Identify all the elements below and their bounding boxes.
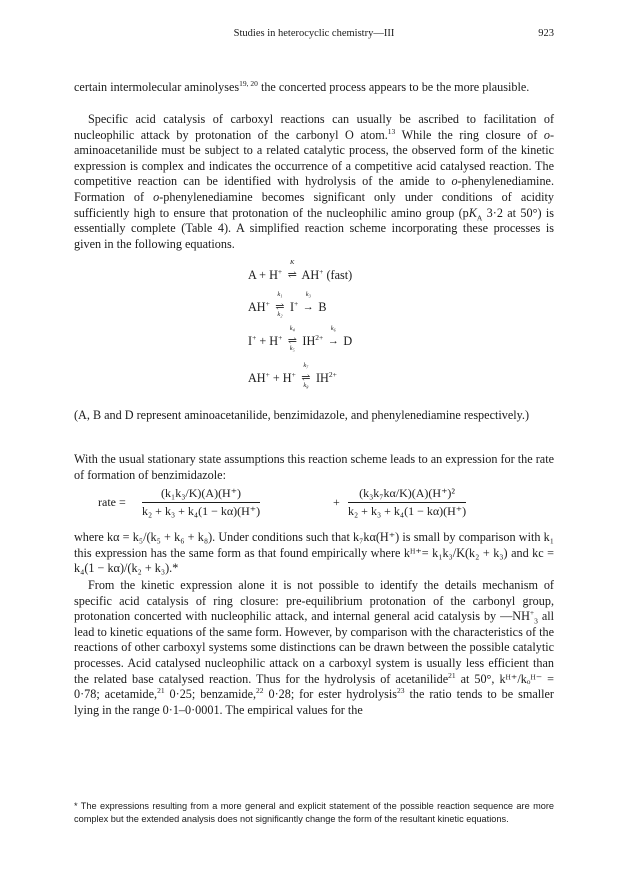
equation-3: I+ + H+ k₄ ⇌ k₅ $IH^{2+}$ k₆ → D <box>248 325 353 352</box>
page-header <box>74 28 554 44</box>
paragraph-5: where kα = k₅/(k₅ + k₆ + k₈). Under conditions such that k₇kα(H⁺) is small by comparison with k₁ this expression has the same form as that found empirically where kᴴ⁺= k₁k₃/K(k₂ + k₃) and kc = k₄(1 − kα)/(k₂ + k₃).* <box>74 530 554 576</box>
footnote: * The expressions resulting from a more general and explicit statement of the possible reaction sequence are more complex but the extended analysis does not significantly change the form of the resultant kinetic equations. <box>74 801 554 824</box>
page-number: 923 <box>538 28 554 39</box>
rate-term-1-denominator: k₂ + k₃ + k₄(1 − kα)(H⁺) <box>142 504 261 518</box>
running-title: Studies in heterocyclic chemistry—III <box>233 28 395 39</box>
equation-2: AH+ k₁ ⇌ k₂ I+ k₃ → B <box>248 291 327 318</box>
paragraph-2: Specific acid catalysis of carboxyl reactions can usually be ascribed to facilitation of nucleophilic attack by protonation of the carbonyl O atom.$^{13}$ While the ring closure of o-aminoacetanilide must be subject to a related catalytic process, the observed form of the kinetic expression is complex and indicates the occurrence of a competitive acid catalysed reaction. The competitive reaction can be identified with hydrolysis of the amide to o-phenylenediamine. Formation of o-phenylenediamine becomes significant only under conditions of acidity sufficiently high to ensure that protonation of the nucleophilic amino group ($pK_A$ 3·2 at 50°) is essentially complete (Table 4). A simplified reaction scheme incorporating these processes is given in the following equations. <box>74 112 555 251</box>
equation-1: A + H+ K ⇌ AH+ (fast) <box>248 259 353 282</box>
rate-term-2-denominator: k₂ + k₃ + k₄(1 − kα)(H⁺) <box>348 504 467 518</box>
rate-label: rate = <box>98 495 126 509</box>
paragraph-3: (A, B and D represent aminoacetanilide, benzimidazole, and phenylenediamine respectively.) <box>74 408 530 422</box>
rate-term-1 <box>142 486 260 519</box>
rate-term-2-numerator: (k₃k₇kα/K)(A)(H⁺)² <box>348 486 466 503</box>
rate-plus: + <box>333 495 340 509</box>
paragraph-4: With the usual stationary state assumptions this reaction scheme leads to an expression for the rate of formation of benzimidazole: <box>74 452 554 482</box>
paragraph-1: certain intermolecular aminolyses$^{19, 20}$ the concerted process appears to be the more plausible. <box>74 78 530 94</box>
rate-equation <box>98 486 558 522</box>
equation-4: AH+ + H+ k₇ ⇌ k₈ $IH^{2+}$ <box>248 362 337 389</box>
paragraph-6: From the kinetic expression alone it is not possible to identify the details mechanism of specific acid catalysis of ring closure: pre-equilibrium protonation of the carbonyl group, protonation concerted with nucleophilic attack, and internal general acid catalysis by $—NH^+_3$ all lead to kinetic equations of the same form. However, by comparison with the characteristics of the reactions of other carboxyl systems some distinctions can be drawn between the possible catalytic processes. Acid catalysed nucleophilic attack on a carboxyl system is usually less efficient than the related base catalysed reaction. Thus for the hydrolysis of acetanilide$^{21}$ at 50°, kᴴ⁺/kₒᴴ⁻ = 0·78; acetamide,$^{21}$ 0·25; benzamide,$^{22}$ 0·28; for ester hydrolysis$^{23}$ the ratio tends to be smaller lying in the range 0·1–0·0001. The empirical values for the <box>74 578 554 717</box>
rate-term-2 <box>348 486 466 519</box>
rate-term-1-numerator: (k₁k₃/K)(A)(H⁺) <box>142 486 260 503</box>
